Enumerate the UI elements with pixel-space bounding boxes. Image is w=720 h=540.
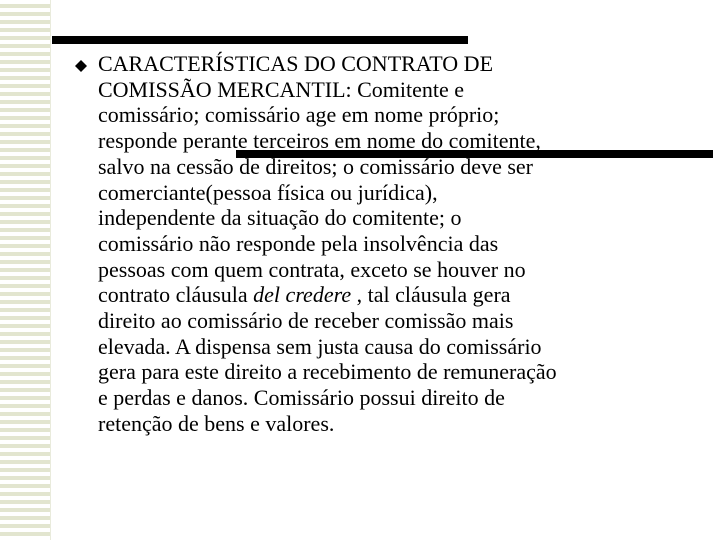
- text-line: comerciante(pessoa física ou jurídica),: [98, 179, 438, 205]
- text-line: salvo na cessão de direitos; o comissário deve ser: [98, 153, 533, 179]
- text-line: e perdas e danos. Comissário possui direito de: [98, 385, 505, 411]
- title-rule-top: [52, 36, 468, 44]
- text-fragment: , tal cláusula gera: [351, 282, 511, 308]
- text-fragment: contrato cláusula: [98, 282, 254, 308]
- text-line: CARACTERÍSTICAS DO CONTRATO DE: [98, 51, 494, 76]
- decorative-stripe-bar: [0, 0, 50, 540]
- text-line: elevada. A dispensa sem justa causa do comissário: [98, 333, 542, 359]
- text-line: COMISSÃO MERCANTIL: Comitente e: [98, 76, 465, 102]
- text-line: responde perante terceiros em nome do comitente,: [98, 128, 541, 154]
- text-line: direito ao comissário de receber comissão mais: [98, 308, 514, 334]
- text-line: pessoas com quem contrata, exceto se houver no: [98, 256, 526, 282]
- text-line-del-credere: [98, 282, 698, 308]
- del-credere-italic: del credere: [253, 282, 352, 308]
- diamond-bullet-icon: [75, 60, 87, 72]
- text-line: comissário não responde pela insolvência das: [98, 230, 499, 256]
- text-line: gera para este direito a recebimento de remuneração: [98, 359, 557, 385]
- bullet-paragraph: [98, 51, 698, 437]
- stripe-edge-line: [50, 0, 51, 540]
- text-line: retenção de bens e valores.: [98, 410, 335, 436]
- text-line: comissário; comissário age em nome próprio;: [98, 102, 500, 128]
- text-line: independente da situação do comitente; o: [98, 205, 462, 231]
